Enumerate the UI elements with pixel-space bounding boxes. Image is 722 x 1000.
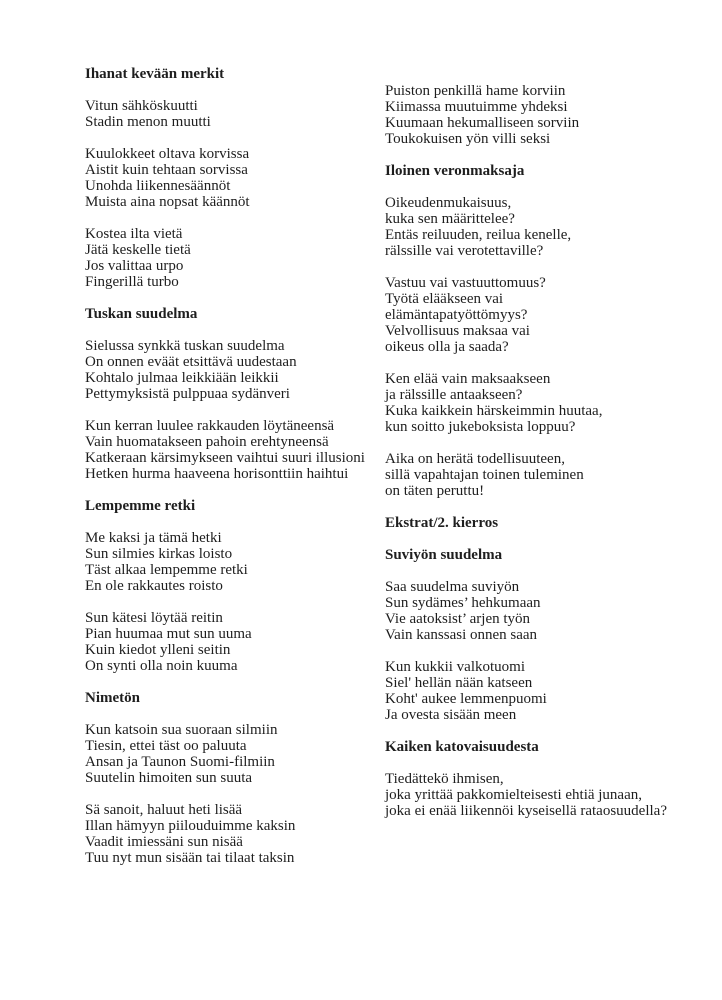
lyric-line: Siel' hellän nään katseen bbox=[385, 675, 533, 691]
lyric-line: Tiedättekö ihmisen, bbox=[385, 771, 504, 787]
stanza bbox=[85, 338, 385, 402]
lyric-line: Puiston penkillä hame korviin bbox=[385, 83, 566, 99]
lyric-line: Vain kanssasi onnen saan bbox=[385, 627, 538, 643]
lyric-line: on täten peruttu! bbox=[385, 483, 485, 499]
lyric-line: Kuumaan hekumalliseen sorviin bbox=[385, 115, 580, 131]
stanza bbox=[85, 530, 385, 594]
lyric-line: Vaadit imiessäni sun nisää bbox=[85, 834, 243, 850]
lyric-line: Aika on herätä todellisuuteen, bbox=[385, 451, 565, 467]
lyric-line: On onnen eväät etsittävä uudestaan bbox=[85, 354, 297, 370]
stanza bbox=[385, 371, 722, 435]
lyric-line: Kostea ilta vietä bbox=[85, 226, 183, 242]
song-title: Nimetön bbox=[85, 690, 140, 706]
lyric-line: Koht' aukee lemmenpuomi bbox=[385, 691, 547, 707]
stanza bbox=[85, 610, 385, 674]
lyric-line: Työtä elääkseen vai bbox=[385, 291, 504, 307]
lyric-line: kun soitto jukeboksista loppuu? bbox=[385, 419, 576, 435]
lyric-line: Jätä keskelle tietä bbox=[85, 242, 191, 258]
lyric-line: Tiesin, ettei täst oo paluuta bbox=[85, 738, 247, 754]
lyric-line: ja rälssille antaakseen? bbox=[385, 387, 523, 403]
lyric-line: Fingerillä turbo bbox=[85, 274, 179, 290]
lyric-line: Me kaksi ja tämä hetki bbox=[85, 530, 222, 546]
lyric-line: Sun sydämes’ hehkumaan bbox=[385, 595, 541, 611]
stanza bbox=[85, 226, 385, 290]
lyric-line: Tuu nyt mun sisään tai tilaat taksin bbox=[85, 850, 295, 866]
lyric-line: Kiimassa muutuimme yhdeksi bbox=[385, 99, 568, 115]
lyric-line: elämäntapatyöttömyys? bbox=[385, 307, 528, 323]
stanza bbox=[385, 659, 722, 723]
lyric-line: Ansan ja Taunon Suomi-filmiin bbox=[85, 754, 275, 770]
song-title: Iloinen veronmaksaja bbox=[385, 163, 525, 179]
lyric-line: Toukokuisen yön villi seksi bbox=[385, 131, 551, 147]
song-title: Tuskan suudelma bbox=[85, 306, 198, 322]
song-title: Lempemme retki bbox=[85, 498, 196, 514]
stanza bbox=[385, 275, 722, 355]
song-title: Ekstrat/2. kierros bbox=[385, 515, 499, 531]
lyric-line: Kun katsoin sua suoraan silmiin bbox=[85, 722, 278, 738]
song-title: Kaiken katovaisuudesta bbox=[385, 739, 539, 755]
stanza bbox=[385, 771, 722, 819]
lyric-line: Muista aina nopsat käännöt bbox=[85, 194, 250, 210]
stanza bbox=[85, 146, 385, 210]
lyric-line: Hetken hurma haaveena horisonttiin haihtui bbox=[85, 466, 349, 482]
lyric-line: Täst alkaa lempemme retki bbox=[85, 562, 248, 578]
lyric-line: Kuulokkeet oltava korvissa bbox=[85, 146, 250, 162]
lyric-line: Kohtalo julmaa leikkiään leikkii bbox=[85, 370, 279, 386]
stanza bbox=[85, 418, 385, 482]
lyric-line: On synti olla noin kuuma bbox=[85, 658, 238, 674]
lyric-line: Saa suudelma suviyön bbox=[385, 579, 520, 595]
stanza bbox=[85, 802, 385, 866]
lyric-line: joka yrittää pakkomielteisesti ehtiä junaan, bbox=[385, 787, 642, 803]
stanza bbox=[385, 195, 722, 259]
lyric-line: Velvollisuus maksaa vai bbox=[385, 323, 530, 339]
lyric-line: sillä vapahtajan toinen tuleminen bbox=[385, 467, 584, 483]
lyric-line: Kun kukkii valkotuomi bbox=[385, 659, 525, 675]
lyric-line: Sielussa synkkä tuskan suudelma bbox=[85, 338, 285, 354]
lyric-line: Pettymyksistä pulppuaa sydänveri bbox=[85, 386, 290, 402]
lyric-line: Vie aatoksist’ arjen työn bbox=[385, 611, 531, 627]
lyric-line: Ken elää vain maksaakseen bbox=[385, 371, 551, 387]
lyric-line: Aistit kuin tehtaan sorvissa bbox=[85, 162, 248, 178]
lyric-line: Vain huomatakseen pahoin erehtyneensä bbox=[85, 434, 329, 450]
lyric-line: Oikeudenmukaisuus, bbox=[385, 195, 512, 211]
lyric-line: Katkeraan kärsimykseen vaihtui suuri illusioni bbox=[85, 450, 365, 466]
lyric-line: Kun kerran luulee rakkauden löytäneensä bbox=[85, 418, 335, 434]
lyric-line: Stadin menon muutti bbox=[85, 114, 211, 130]
lyric-line: Vastuu vai vastuuttomuus? bbox=[385, 275, 546, 291]
lyric-line: Unohda liikennesäännöt bbox=[85, 178, 231, 194]
lyric-line: Sun kätesi löytää reitin bbox=[85, 610, 223, 626]
lyric-line: rälssille vai verotettaville? bbox=[385, 243, 544, 259]
lyric-line: Kuka kaikkein härskeimmin huutaa, bbox=[385, 403, 603, 419]
lyric-line: Pian huumaa mut sun uuma bbox=[85, 626, 252, 642]
lyric-line: Vitun sähköskuutti bbox=[85, 98, 198, 114]
lyric-line: Sä sanoit, haluut heti lisää bbox=[85, 802, 243, 818]
lyric-line: joka ei enää liikennöi kyseisellä rataosuudella? bbox=[385, 803, 667, 819]
lyric-line: Suutelin himoiten sun suuta bbox=[85, 770, 253, 786]
lyric-line: Kuin kiedot ylleni seitin bbox=[85, 642, 231, 658]
song-title: Suviyön suudelma bbox=[385, 547, 503, 563]
lyric-line: Entäs reiluuden, reilua kenelle, bbox=[385, 227, 572, 243]
right-column bbox=[385, 83, 722, 835]
stanza bbox=[85, 722, 385, 786]
left-column bbox=[85, 66, 385, 882]
lyric-line: Sun silmies kirkas loisto bbox=[85, 546, 233, 562]
stanza bbox=[85, 98, 385, 130]
lyric-line: kuka sen määrittelee? bbox=[385, 211, 515, 227]
lyric-line: En ole rakkautes roisto bbox=[85, 578, 223, 594]
stanza bbox=[385, 579, 722, 643]
stanza bbox=[385, 451, 722, 499]
lyric-line: Ja ovesta sisään meen bbox=[385, 707, 517, 723]
lyric-line: Illan hämyyn piilouduimme kaksin bbox=[85, 818, 296, 834]
song-title: Ihanat kevään merkit bbox=[85, 66, 225, 82]
lyric-line: Jos valittaa urpo bbox=[85, 258, 184, 274]
stanza bbox=[385, 83, 722, 147]
lyric-line: oikeus olla ja saada? bbox=[385, 339, 509, 355]
